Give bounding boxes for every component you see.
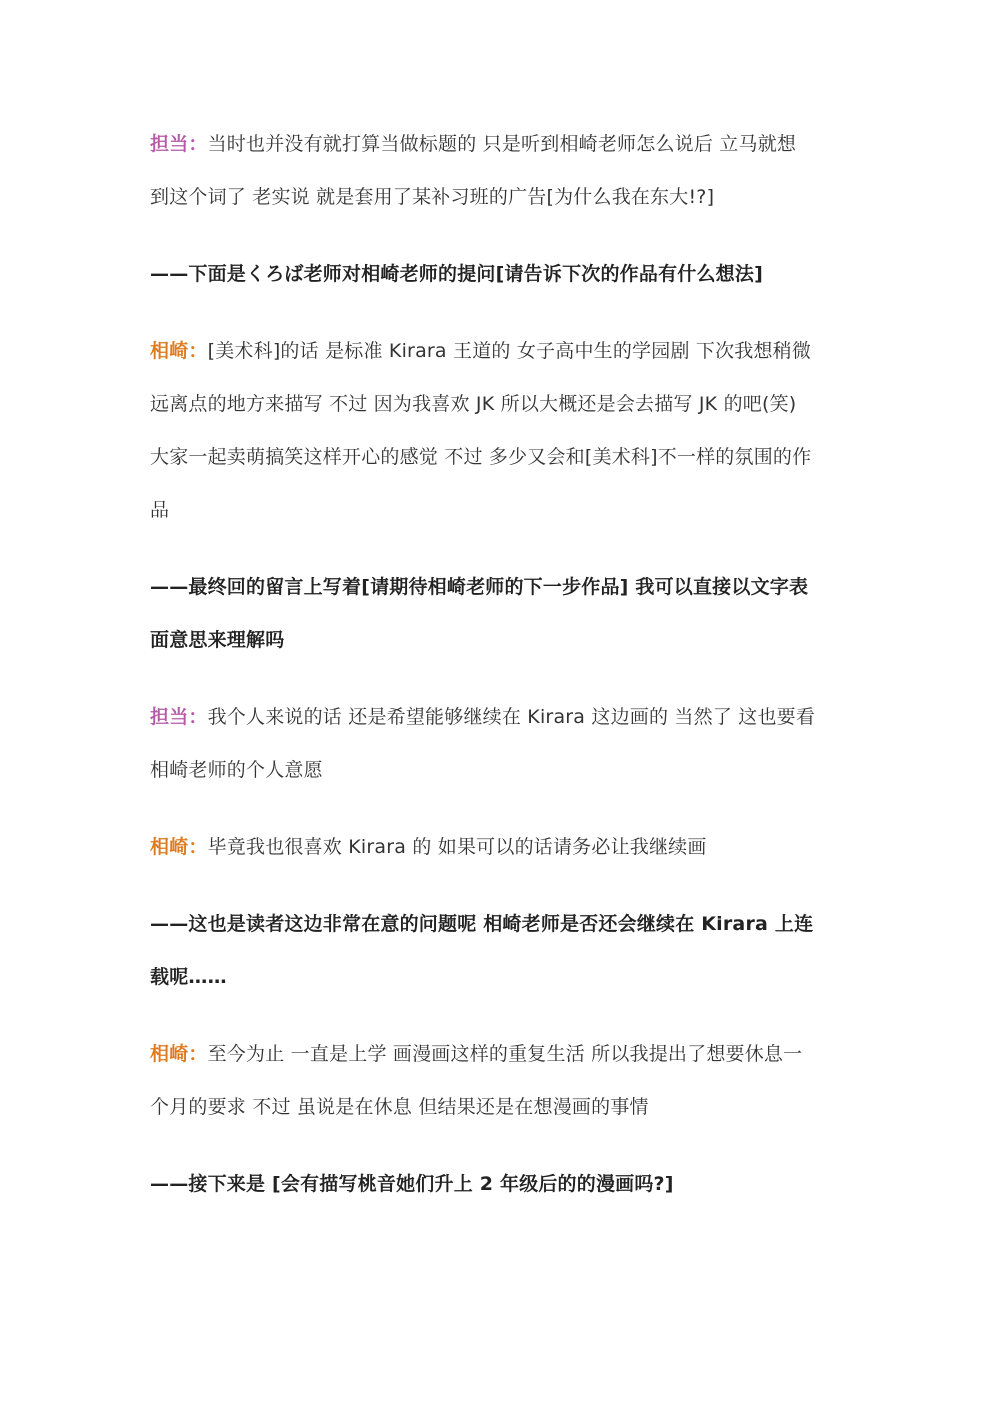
paragraph-line (150, 1081, 850, 1134)
paragraph-text: 个月的要求 不过 虽说是在休息 但结果还是在想漫画的事情 (150, 1096, 649, 1118)
paragraph-text: 品 (150, 499, 170, 521)
paragraph-line (150, 378, 850, 431)
speaker-label-editor: 担当： (150, 133, 208, 155)
paragraph-line (150, 1028, 850, 1081)
paragraph-line (150, 431, 850, 484)
paragraph-line (150, 484, 850, 537)
speaker-label-author: 相崎： (150, 1043, 208, 1065)
paragraph-text: 至今为止 一直是上学 画漫画这样的重复生活 所以我提出了想要休息一 (207, 1043, 803, 1065)
paragraph-line (150, 171, 850, 224)
answer-editor-kirara (150, 691, 850, 797)
paragraph-line (150, 325, 850, 378)
paragraph-text: 大家一起卖萌搞笑这样开心的感觉 不过 多少又会和[美术科]不一样的氛围的作 (150, 446, 812, 468)
question-line: ——接下来是 [会有描写桃音她们升上 2 年级后的的漫画吗?] (150, 1173, 674, 1195)
question-line: ——这也是读者这边非常在意的问题呢 相崎老师是否还会继续在 Kirara 上连 (150, 913, 814, 935)
paragraph-line (150, 691, 850, 744)
question-line: ——最终回的留言上写着[请期待相崎老师的下一步作品] 我可以直接以文字表 (150, 576, 809, 598)
question-second-year (150, 1158, 850, 1211)
answer-author-next-work (150, 325, 850, 537)
question-final-message (150, 561, 850, 667)
question-line: ——下面是くろば老师对相崎老师的提问[请告诉下次的作品有什么想法] (150, 263, 763, 285)
paragraph-text: 毕竟我也很喜欢 Kirara 的 如果可以的话请务必让我继续画 (207, 836, 707, 858)
paragraph-text: 我个人来说的话 还是希望能够继续在 Kirara 这边画的 当然了 这也要看 (207, 706, 816, 728)
question-line: 载呢…… (150, 966, 227, 988)
answer-author-kirara (150, 821, 850, 874)
interview-document (150, 118, 850, 1235)
speaker-label-author: 相崎： (150, 340, 208, 362)
question-continue-serial (150, 898, 850, 1004)
paragraph-text: 远离点的地方来描写 不过 因为我喜欢 JK 所以大概还是会去描写 JK 的吧(笑) (150, 393, 797, 415)
paragraph-text: 到这个词了 老实说 就是套用了某补习班的广告[为什么我在东大!?] (150, 186, 715, 208)
paragraph-line (150, 118, 850, 171)
answer-author-rest (150, 1028, 850, 1134)
paragraph-text: 相崎老师的个人意愿 (150, 759, 323, 781)
question-next-work (150, 248, 850, 301)
paragraph-line (150, 821, 850, 874)
speaker-label-editor: 担当： (150, 706, 208, 728)
speaker-label-author: 相崎： (150, 836, 208, 858)
answer-editor-title (150, 118, 850, 224)
paragraph-text: [美术科]的话 是标准 Kirara 王道的 女子高中生的学园剧 下次我想稍微 (207, 340, 812, 362)
question-line: 面意思来理解吗 (150, 629, 285, 651)
paragraph-text: 当时也并没有就打算当做标题的 只是听到相崎老师怎么说后 立马就想 (207, 133, 797, 155)
paragraph-line (150, 744, 850, 797)
